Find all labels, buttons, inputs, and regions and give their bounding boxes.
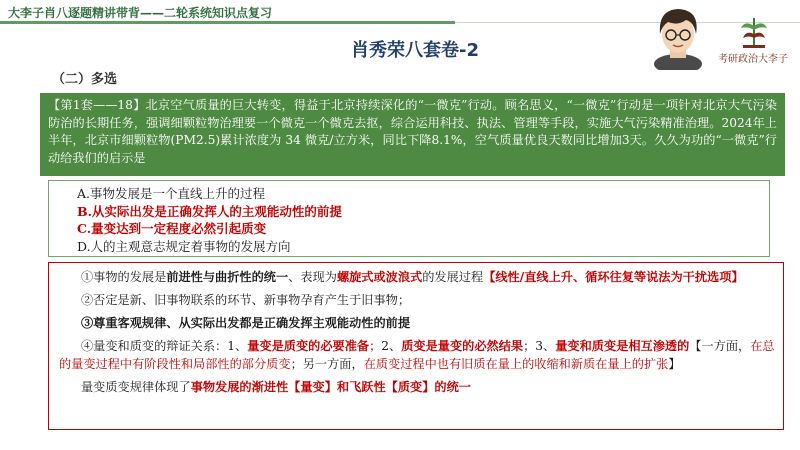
analysis-text: 的发展过程 — [422, 270, 484, 284]
option-a: A.事物发展是一个直线上升的过程 — [77, 186, 266, 201]
analysis-point-3: ③尊重客观规律、从实际出发都是正确发挥主观能动性的前提 — [81, 316, 411, 330]
analysis-point-4 — [59, 337, 775, 373]
option-d: D.人的主观意志规定着事物的发展方向 — [77, 238, 291, 254]
analysis-text: ；3、 — [523, 339, 556, 353]
analysis-text: ①事物的发展是 — [81, 270, 167, 284]
analysis-highlight: 量变和质变是相互渗透的 — [555, 339, 690, 353]
analysis-highlight: 质变是量变的必然结果 — [401, 339, 524, 353]
analysis-highlight: 【线性/直线上升、循环往复等说法为干扰选项】 — [483, 270, 744, 284]
logo-text: 考研政治大李子 — [718, 54, 788, 65]
analysis-text: 【一方面， — [689, 339, 751, 353]
analysis-text: 量变质变规律体现了 — [81, 380, 191, 394]
analysis-text: 、表现为 — [288, 270, 337, 284]
analysis-text: ④量变和质变的辩证关系：1、 — [81, 339, 248, 353]
analysis-text: 】 — [668, 357, 681, 371]
option-c: C.量变达到一定程度必然引起质变 — [77, 221, 267, 236]
avatar — [648, 4, 708, 70]
section-label: （二）多选 — [52, 72, 118, 87]
question-stem: 【第1套——18】北京空气质量的巨大转变，得益于北京持续深化的“一微克”行动。顾名思义，“一微克”行动是一项针对北京大气污染防治的长期任务，强调细颗粒物治理要一个微克一个微克去抠，综合运用科技、执法、管理等手段，实施大气污染精准治理。2024年上半年，北京市细颗粒物(PM2.5)累计浓度为 34 微克/立方米，同比下降8.1%，空气质量优良天数同比增加3天。久久为功的“一微克”行动给我们的启示是 — [40, 93, 785, 176]
analysis-highlight: 在总的量变过程中有阶段性和局部性的部分质变 — [59, 339, 775, 371]
analysis-highlight: 在质变过程中也有旧质在量上的收缩和新质在量上的扩张 — [363, 357, 669, 371]
brand-logo — [713, 16, 793, 72]
analysis-text: ；2、 — [369, 339, 402, 353]
analysis-point-5 — [59, 378, 775, 396]
analysis-keyword: 前进性与曲折性的统一 — [166, 270, 289, 284]
slide-title: 肖秀荣八套卷-2 — [351, 40, 479, 61]
analysis-highlight: 事物发展的渐进性【量变】和飞跃性【质变】的统一 — [190, 380, 471, 394]
options-list — [48, 180, 770, 257]
analysis-text: ；另一方面， — [290, 357, 364, 371]
logo-icon — [737, 16, 771, 50]
analysis-panel — [48, 262, 784, 430]
analysis-highlight: 量变是质变的必要准备 — [247, 339, 370, 353]
analysis-highlight: 螺旋式或波浪式 — [336, 270, 423, 284]
header-divider — [0, 21, 455, 24]
option-b: B.从实际出发是正确发挥人的主观能动性的前提 — [77, 203, 342, 219]
analysis-point-2: ②否定是新、旧事物联系的环节、新事物孕育产生于旧事物； — [81, 293, 411, 307]
analysis-point-1 — [59, 268, 775, 286]
course-title: 大李子肖八逐题精讲带背——二轮系统知识点复习 — [8, 6, 273, 20]
